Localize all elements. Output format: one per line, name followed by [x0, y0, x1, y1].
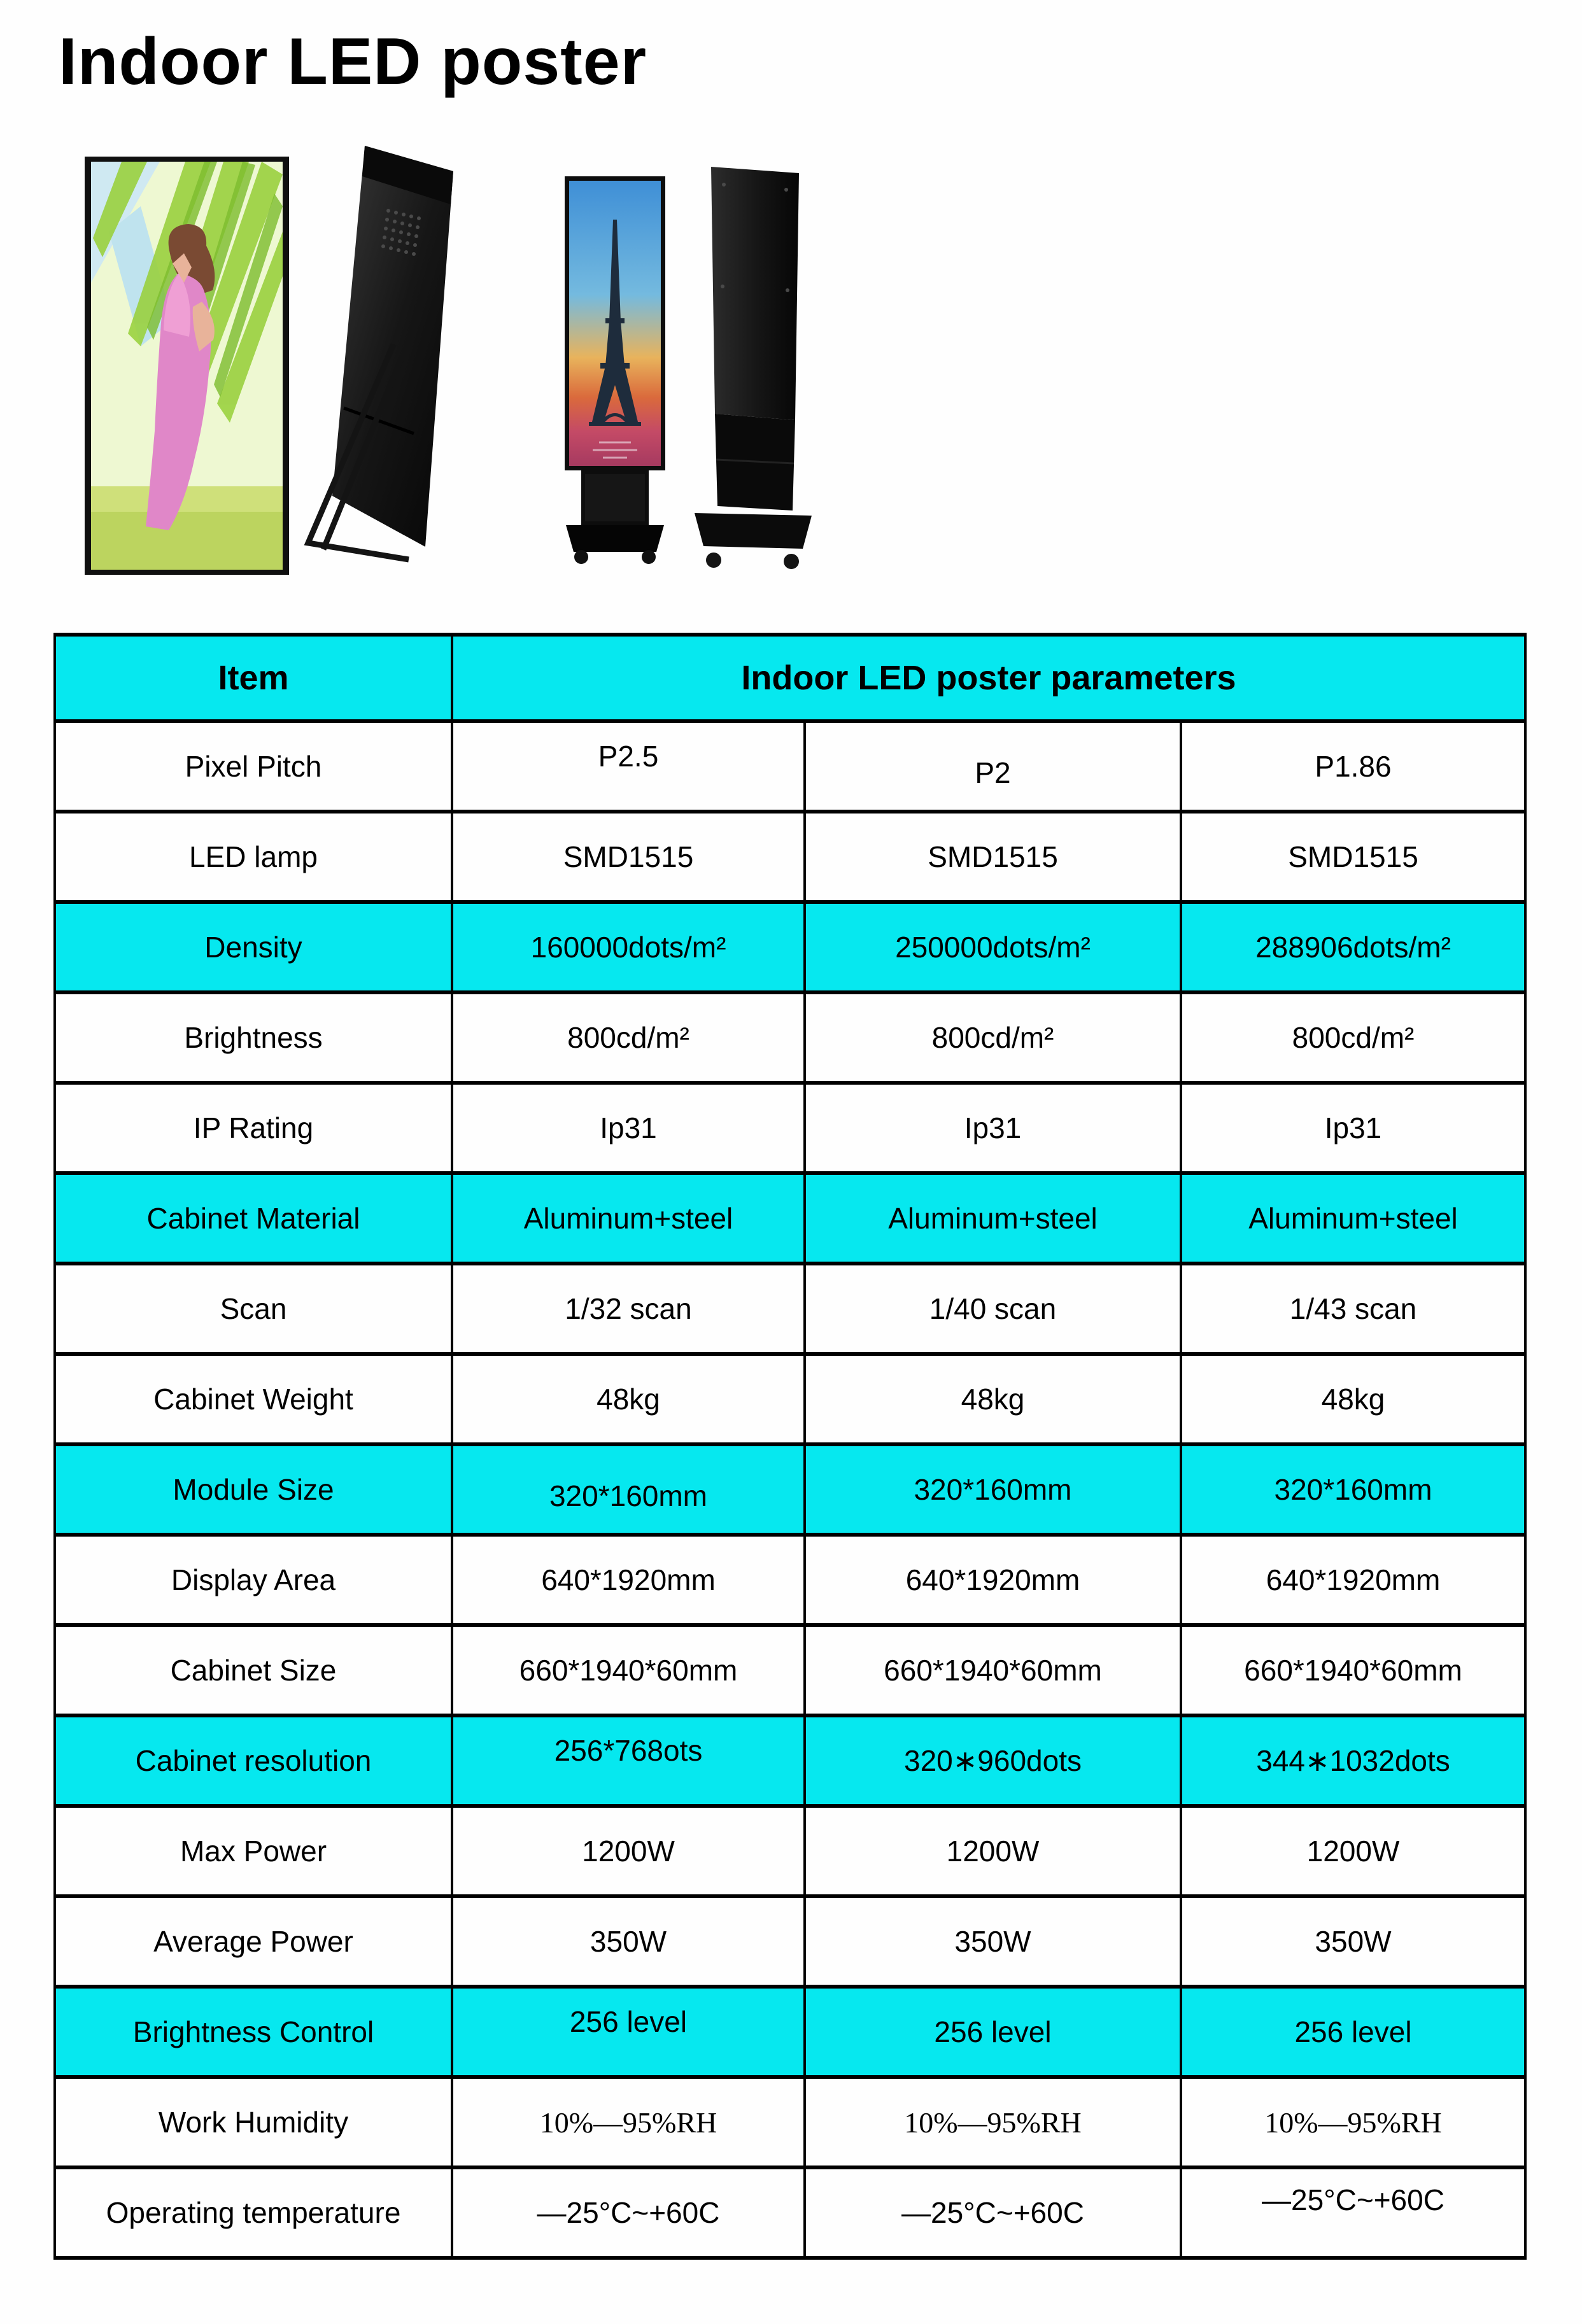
row-label: Cabinet Weight [55, 1354, 452, 1444]
table-row [55, 1264, 1525, 1354]
row-label: Module Size [55, 1444, 452, 1535]
table-row [55, 1987, 1525, 2077]
row-value: 48kg [452, 1354, 805, 1444]
row-value: Ip31 [1181, 1083, 1525, 1173]
row-value: Ip31 [805, 1083, 1181, 1173]
row-label: Pixel Pitch [55, 721, 452, 812]
row-value: P2 [805, 721, 1181, 812]
led-poster-back-stand-photo [691, 159, 815, 579]
row-label: Work Humidity [55, 2077, 452, 2167]
row-value: 660*1940*60mm [452, 1625, 805, 1715]
row-value: 320*160mm [452, 1444, 805, 1535]
row-value: —25°C~+60C [452, 2167, 805, 2258]
table-row [55, 1173, 1525, 1264]
table-row [55, 1806, 1525, 1896]
row-value: 10%—95%RH [805, 2077, 1181, 2167]
row-label: Cabinet resolution [55, 1715, 452, 1806]
row-value: 250000dots/m² [805, 902, 1181, 992]
page-title: Indoor LED poster [59, 25, 647, 99]
row-value: 320*160mm [1181, 1444, 1525, 1535]
row-value: 1/43 scan [1181, 1264, 1525, 1354]
table-row [55, 1354, 1525, 1444]
row-label: Cabinet Material [55, 1173, 452, 1264]
row-value: 1200W [805, 1806, 1181, 1896]
table-row [55, 2167, 1525, 2258]
header-item: Item [55, 635, 452, 721]
row-value: Aluminum+steel [805, 1173, 1181, 1264]
table-row [55, 1535, 1525, 1625]
row-value: 800cd/m² [452, 992, 805, 1083]
row-value: 350W [452, 1896, 805, 1987]
header-parameters: Indoor LED poster parameters [452, 635, 1525, 721]
row-label: Cabinet Size [55, 1625, 452, 1715]
table-row [55, 812, 1525, 902]
row-value: 1200W [1181, 1806, 1525, 1896]
row-value: 288906dots/m² [1181, 902, 1525, 992]
row-value: 1/32 scan [452, 1264, 805, 1354]
led-poster-front-photo [83, 155, 290, 576]
row-value: 160000dots/m² [452, 902, 805, 992]
row-value: 48kg [805, 1354, 1181, 1444]
row-value: 350W [805, 1896, 1181, 1987]
row-value: —25°C~+60C [1181, 2167, 1525, 2258]
table-row [55, 902, 1525, 992]
row-value: —25°C~+60C [805, 2167, 1181, 2258]
row-label: Brightness [55, 992, 452, 1083]
row-value: Ip31 [452, 1083, 805, 1173]
row-label: Operating temperature [55, 2167, 452, 2258]
row-value: 1200W [452, 1806, 805, 1896]
row-value: 640*1920mm [805, 1535, 1181, 1625]
row-value: 800cd/m² [1181, 992, 1525, 1083]
row-value: 660*1940*60mm [1181, 1625, 1525, 1715]
row-value: 660*1940*60mm [805, 1625, 1181, 1715]
table-row [55, 1083, 1525, 1173]
row-value: 320∗960dots [805, 1715, 1181, 1806]
table-row [55, 992, 1525, 1083]
led-poster-front-eiffel-photo [561, 175, 669, 567]
row-label: Max Power [55, 1806, 452, 1896]
row-value: SMD1515 [452, 812, 805, 902]
row-value: 256*768ots [452, 1715, 805, 1806]
row-label: Display Area [55, 1535, 452, 1625]
row-value: 48kg [1181, 1354, 1525, 1444]
led-poster-back-kickstand-photo [299, 134, 465, 580]
row-label: Density [55, 902, 452, 992]
row-value: SMD1515 [805, 812, 1181, 902]
table-row [55, 2077, 1525, 2167]
row-value: 320*160mm [805, 1444, 1181, 1535]
row-value: 256 level [452, 1987, 805, 2077]
product-photos [0, 0, 1582, 611]
row-label: Brightness Control [55, 1987, 452, 2077]
row-value: P2.5 [452, 721, 805, 812]
row-label: IP Rating [55, 1083, 452, 1173]
table-row [55, 1896, 1525, 1987]
table-row [55, 1444, 1525, 1535]
row-value: 256 level [1181, 1987, 1525, 2077]
row-label: Scan [55, 1264, 452, 1354]
row-value: SMD1515 [1181, 812, 1525, 902]
row-value: Aluminum+steel [1181, 1173, 1525, 1264]
row-value: 10%—95%RH [452, 2077, 805, 2167]
row-value: 640*1920mm [1181, 1535, 1525, 1625]
row-value: P1.86 [1181, 721, 1525, 812]
table-row [55, 1715, 1525, 1806]
row-value: 350W [1181, 1896, 1525, 1987]
row-value: 256 level [805, 1987, 1181, 2077]
table-row [55, 721, 1525, 812]
row-value: 1/40 scan [805, 1264, 1181, 1354]
row-value: 10%—95%RH [1181, 2077, 1525, 2167]
table-row [55, 1625, 1525, 1715]
row-value: 344∗1032dots [1181, 1715, 1525, 1806]
row-value: 800cd/m² [805, 992, 1181, 1083]
spec-table [53, 633, 1527, 2260]
table-header-row [55, 635, 1525, 721]
row-label: Average Power [55, 1896, 452, 1987]
row-value: 640*1920mm [452, 1535, 805, 1625]
row-label: LED lamp [55, 812, 452, 902]
row-value: Aluminum+steel [452, 1173, 805, 1264]
